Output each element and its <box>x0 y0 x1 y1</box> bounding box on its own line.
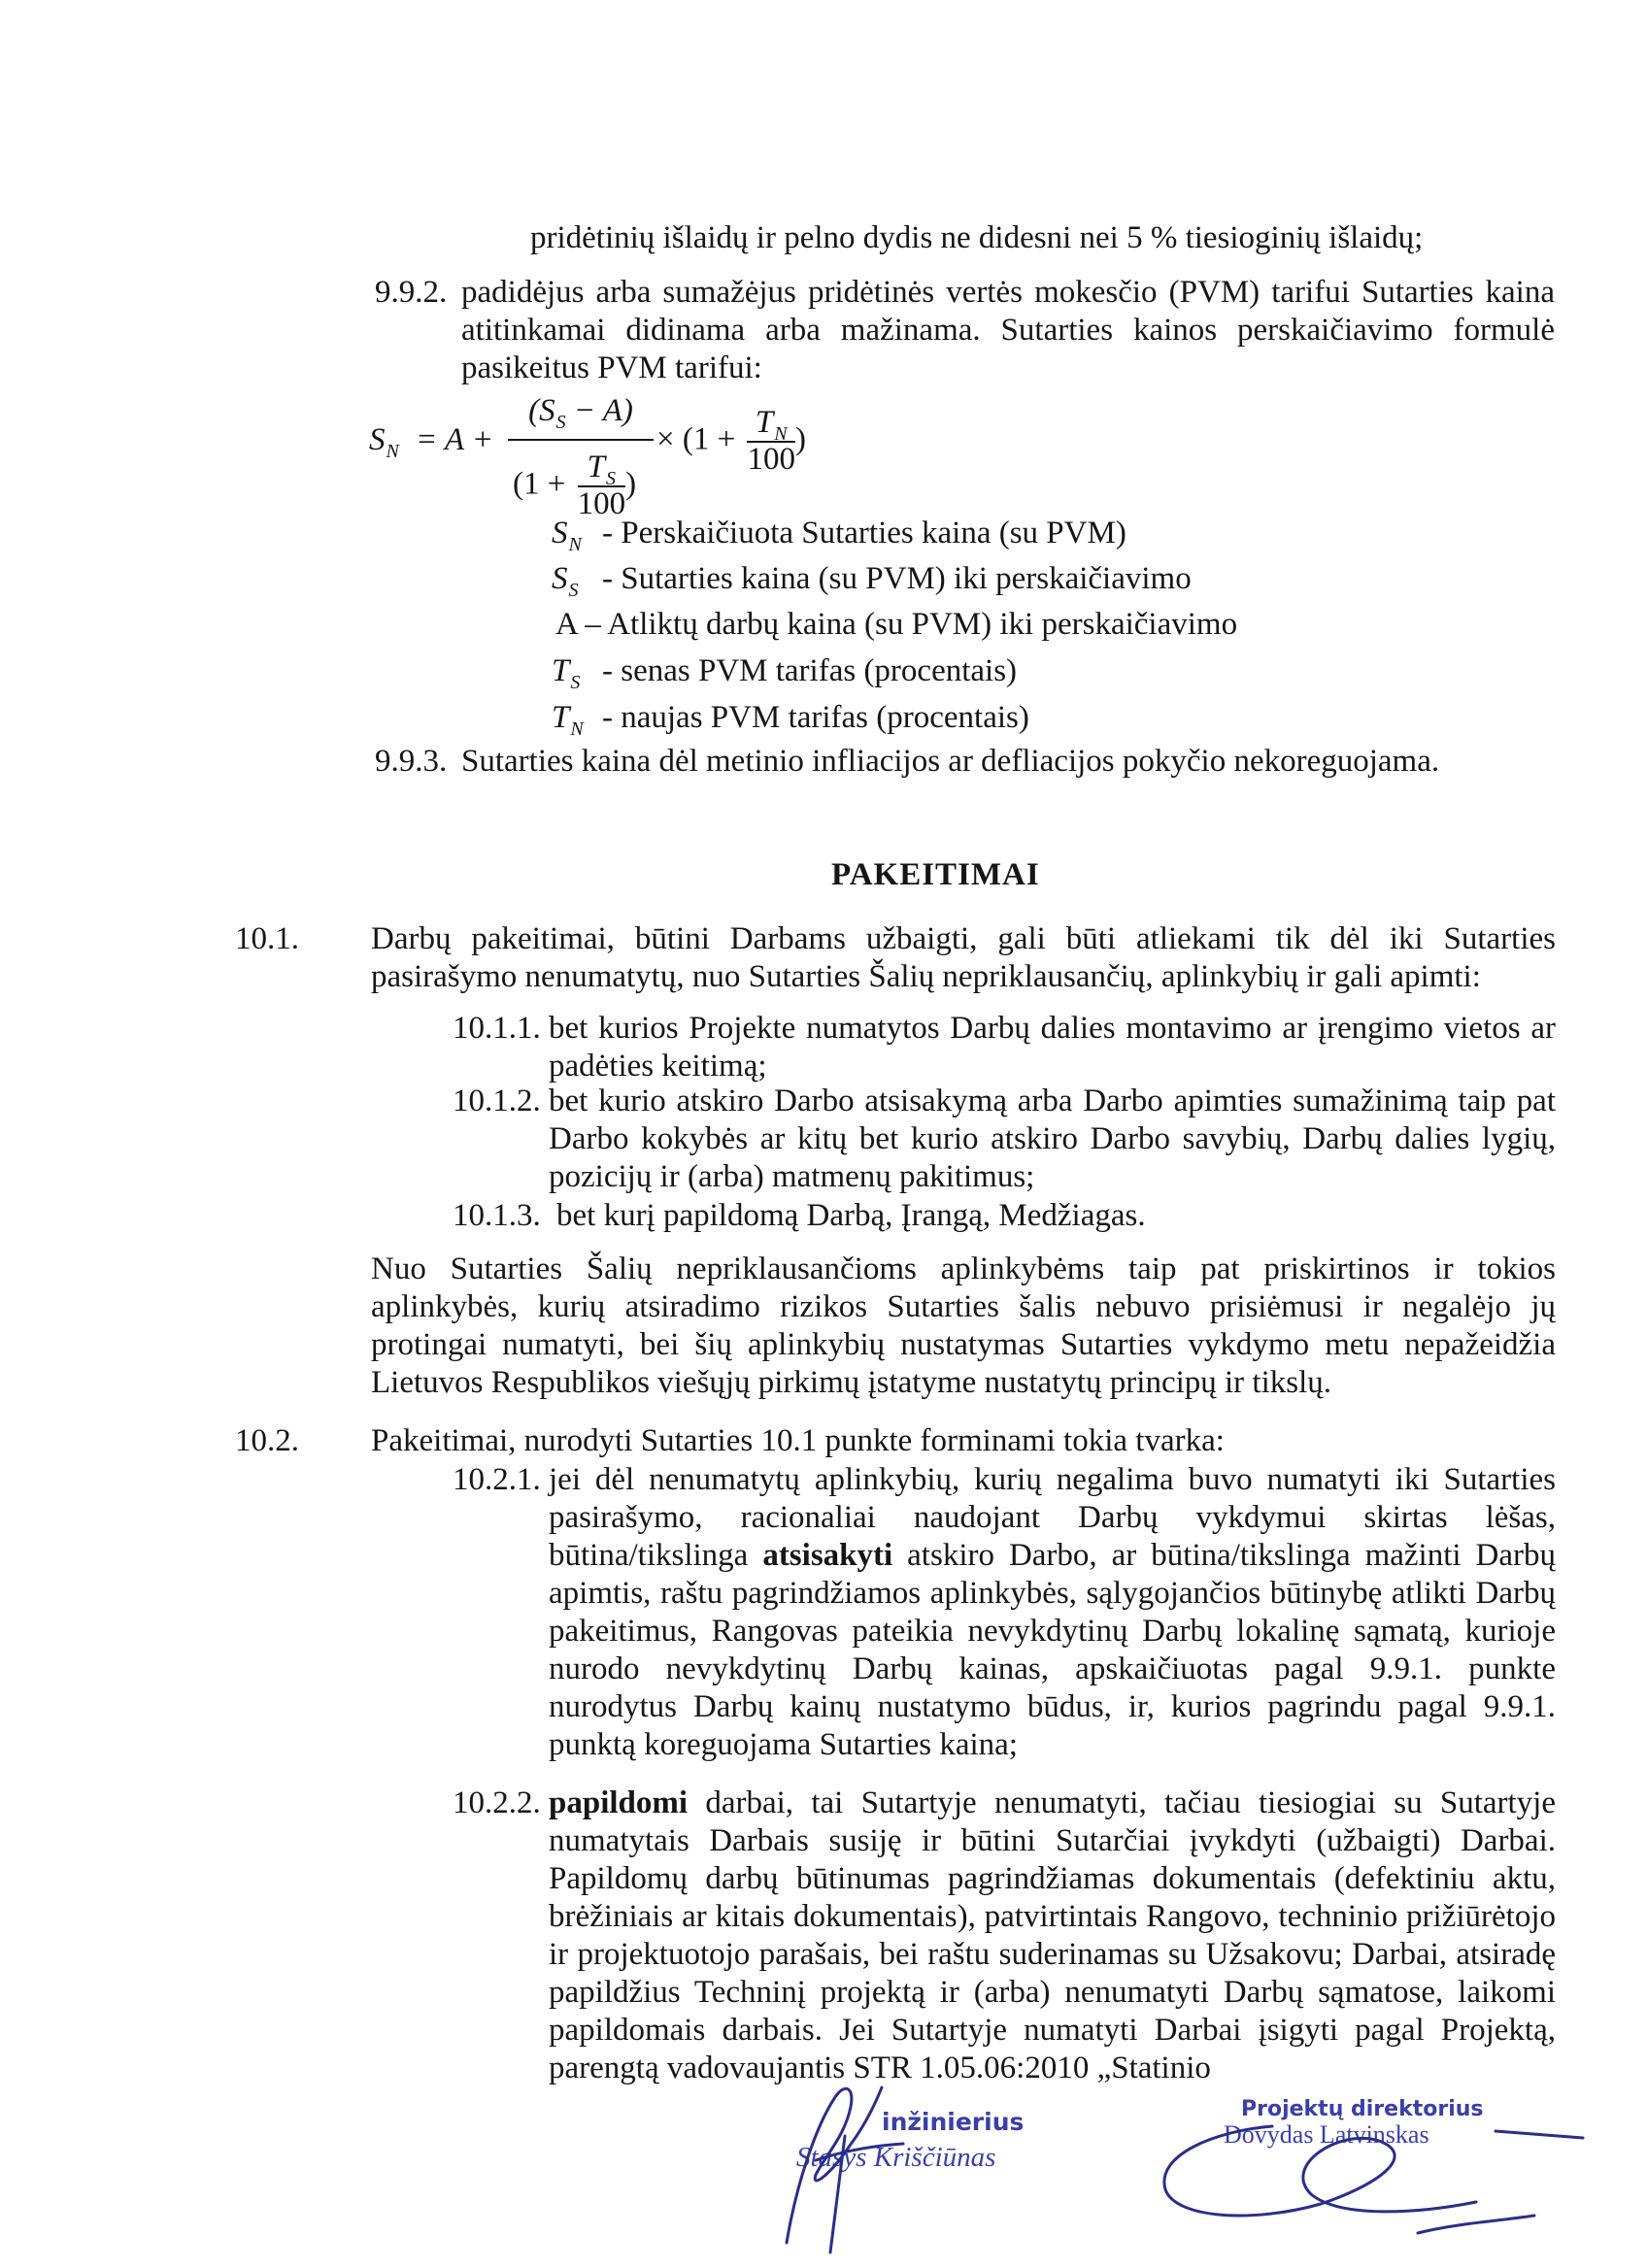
clause-number-10-1: 10.1. <box>235 921 299 956</box>
clause-number-10-2-2: 10.2.2. <box>453 1785 541 1820</box>
formula-fraction-bar <box>508 439 654 441</box>
definition-tn: $T_N$ - naujas PVM tarifas (procentais) <box>552 700 1029 740</box>
definition-a: A – Atliktų darbų kaina (su PVM) iki perskaičiavimo <box>555 607 1238 642</box>
clause-9-9-2-text: padidėjus arba sumažėjus pridėtinės vertės mokesčio (PVM) tarifui Sutarties kaina atitinkamai didinama arba mažinama. Sutarties kainos perskaičiavimo formulė pasikeitus PVM tarifui: <box>461 275 1555 385</box>
stamp-left-role: inžinierius <box>882 2108 1025 2136</box>
clause-number-9-9-2: 9.9.2. <box>375 275 448 310</box>
clause-number-10-1-1: 10.1.1. <box>453 1011 541 1046</box>
clause-number-10-2: 10.2. <box>235 1423 299 1458</box>
formula-denominator: (1 + $\frac{T_S}{100}$ ) <box>513 450 637 521</box>
continued-line: pridėtinių išlaidų ir pelno dydis ne didesni nei 5 % tiesioginių išlaidų; <box>530 220 1424 255</box>
stamp-right-name: Dovydas Latvinskas <box>1224 2120 1429 2149</box>
formula-numerator: $(S_S - A)$ <box>528 393 633 433</box>
clause-number-10-1-2: 10.1.2. <box>453 1084 541 1118</box>
section-heading: PAKEITIMAI <box>831 857 1040 892</box>
clause-10-1-2-text: bet kurio atskiro Darbo atsisakymą arba Darbo apimties sumažinimą taip pat Darbo kokybės ar kitų bet kurio atskiro Darbo savybių, Darbų dalies lygių, pozicijų ir (arba) matmenų pakitimus; <box>549 1084 1556 1194</box>
clause-number-10-1-3: 10.1.3. <box>453 1198 541 1233</box>
clause-10-2-2-text: papildomi darbai, tai Sutartyje nenumatyti, tačiau tiesiogiai su Sutartyje numatytais Darbais susiję ir būtini Sutarčiai įvykdyti (užbaigti) Darbai. Papildomų darbų būtinumas pagrindžiamas dokumentais (defektiniu aktu, brėžiniais ar kitais dokumentais), patvirtintais Rangovo, techninio prižiūrėtojo ir projektuotojo parašais, bei raštu suderinamas su Užsakovu; Darbai, atsiradę papildžius Techninį projektą ir (arba) nenumatyti Darbų sąmatose, laikomi papildomais darbais. Jei Sutartyje numatyti Darbai įsigyti pagal Projektą, parengtą vadovaujantis STR 1.05.06:2010 „Statinio <box>549 1785 1557 2085</box>
clause-10-1-3-text: bet kurį papildomą Darbą, Įrangą, Medžiagas. <box>556 1198 1146 1233</box>
clause-10-2-1-text: jei dėl nenumatytų aplinkybių, kurių negalima buvo numatyti iki Sutarties pasirašymo, racionaliai naudojant Darbų vykdymui skirtas lėšas, būtina/tikslinga atsisakyti atskiro Darbo, ar būtina/tikslinga mažinti Darbų apimtis, raštu pagrindžiamos aplinkybės, sąlygojančios būtinybę atlikti Darbų pakeitimus, Rangovas pateikia nevykdytinų Darbų lokalinę sąmatą, kurioje nurodo nevykdytinų Darbų kainas, apskaičiuotas pagal 9.9.1. punkte nurodytus Darbų kainų nustatymo būdus, ir, kurios pagrindu pagal 9.9.1. punktą koreguojama Sutarties kaina; <box>549 1462 1556 1762</box>
clause-10-1-text: Darbų pakeitimai, būtini Darbams užbaigti, gali būti atliekami tik dėl iki Sutarties pasirašymo nenumatytų, nuo Sutarties Šalių nepriklausančių, aplinkybių ir gali apimti: <box>371 921 1556 994</box>
clause-10-1-closing-paragraph: Nuo Sutarties Šalių nepriklausančioms aplinkybėms taip pat priskirtinos ir tokios aplinkybės, kurių atsiradimo rizikos Sutarties šalis nebuvo prisiėmusi ir negalėjo jų protingai numatyti, bei šių aplinkybių nustatymas Sutarties vykdymo metu nepažeidžia Lietuvos Respublikos viešųjų pirkimų įstatyme nustatytų principų ir tikslų. <box>371 1251 1556 1400</box>
signature-left <box>757 2068 923 2262</box>
formula-right-factor: × (1 + $\frac{T_N}{100}$ ) <box>656 405 806 477</box>
clause-number-9-9-3: 9.9.3. <box>375 744 448 779</box>
clause-10-1-1-text: bet kurios Projekte numatytos Darbų dalies montavimo ar įrengimo vietos ar padėties keitimą; <box>549 1011 1556 1084</box>
formula-equals-a-plus: = A + <box>416 422 494 457</box>
stamp-left-name: Stasys Kriščiūnas <box>796 2142 996 2173</box>
definition-sn: $S_N$ - Perskaičiuota Sutarties kaina (su PVM) <box>552 516 1126 555</box>
stamp-right-role: Projektų direktorius <box>1241 2097 1484 2121</box>
clause-9-9-3-text: Sutarties kaina dėl metinio infliacijos ar defliacijos pokyčio nekoreguojama. <box>461 744 1440 779</box>
clause-number-10-2-1: 10.2.1. <box>453 1462 541 1497</box>
clause-10-2-text: Pakeitimai, nurodyti Sutarties 10.1 punkte forminami tokia tvarka: <box>371 1423 1225 1458</box>
signature-right <box>1126 2087 1593 2243</box>
definition-ss: $S_S$ - Sutarties kaina (su PVM) iki perskaičiavimo <box>552 561 1192 601</box>
definition-ts: $T_S$ - senas PVM tarifas (procentais) <box>552 653 1018 693</box>
formula-lhs: $S_N$ <box>369 422 399 462</box>
